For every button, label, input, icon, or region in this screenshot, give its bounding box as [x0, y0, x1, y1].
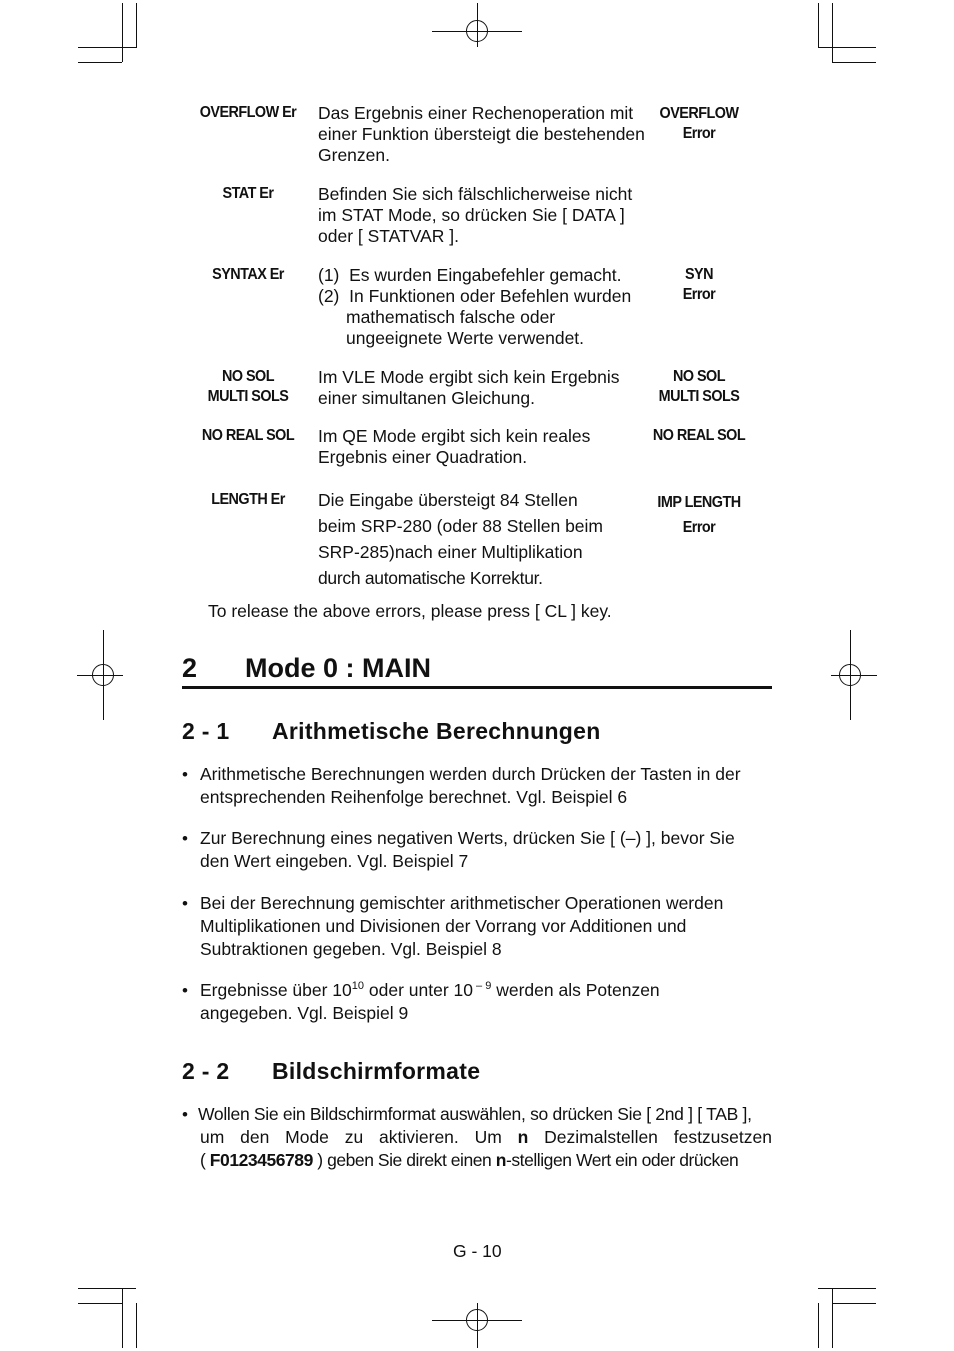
- error-description: [318, 103, 658, 166]
- item-line: Subtraktionen gegeben. Vgl. Beispiel 8: [200, 939, 502, 959]
- subsection-number: 2 - 2: [182, 1058, 230, 1084]
- bold-run: n: [517, 1127, 529, 1147]
- desc-line: einer Funktion übersteigt die bestehenden: [318, 124, 645, 144]
- text-run: werden als Potenzen: [491, 980, 660, 1000]
- error-code: STAT Er: [222, 185, 274, 202]
- error-display: [655, 367, 743, 407]
- item-line: den Wert eingeben. Vgl. Beispiel 7: [200, 851, 469, 871]
- subsection-title: Bildschirmformate: [272, 1058, 481, 1084]
- text-run: um den Mode zu aktivieren. Um: [200, 1127, 518, 1147]
- desc-line: im STAT Mode, so drücken Sie [ DATA ]: [318, 205, 625, 225]
- error-code: SYNTAX Er: [212, 266, 284, 283]
- error-display: [655, 104, 743, 144]
- list-item: [182, 763, 782, 809]
- bullet: •: [182, 981, 188, 1000]
- desc-line: beim SRP-280 (oder 88 Stellen beim: [318, 516, 604, 536]
- display-line: NO SOL: [673, 368, 725, 385]
- list-item: [182, 1103, 772, 1172]
- bold-run: F0123456789: [209, 1150, 313, 1170]
- bold-run: n: [495, 1150, 506, 1170]
- desc-line: Im VLE Mode ergibt sich kein Ergebnis: [318, 367, 620, 387]
- item-line: angegeben. Vgl. Beispiel 9: [200, 1003, 409, 1023]
- display-line: SYN: [684, 266, 713, 283]
- item-line: Multiplikationen und Divisionen der Vorrang vor Additionen und: [200, 916, 687, 936]
- display-line: IMP LENGTH: [657, 494, 741, 511]
- desc-line: SRP-285)nach einer Multiplikation: [318, 542, 583, 562]
- code-line: MULTI SOLS: [207, 388, 289, 405]
- release-note: To release the above errors, please press [ CL ] key.: [208, 601, 612, 621]
- error-display: [646, 426, 752, 446]
- desc-line: einer simultanen Gleichung.: [318, 388, 535, 408]
- subsection-number: 2 - 1: [182, 718, 230, 744]
- error-description: [318, 184, 658, 247]
- desc-line: (2) In Funktionen oder Befehlen wurden: [318, 286, 632, 306]
- text-run: -stelligen Wert ein oder drücken: [506, 1150, 739, 1170]
- section-rule: [182, 686, 772, 689]
- list-item: [182, 827, 782, 873]
- exponent: – 9: [473, 980, 492, 992]
- error-code: OVERFLOW Er: [199, 104, 297, 121]
- desc-line: Im QE Mode ergibt sich kein reales: [318, 426, 591, 446]
- desc-line: Ergebnis einer Quadration.: [318, 447, 528, 467]
- desc-line: Die Eingabe übersteigt 84 Stellen: [318, 490, 578, 510]
- desc-line: oder [ STATVAR ].: [318, 226, 460, 246]
- item-line: [200, 979, 782, 1002]
- list-item: [182, 979, 782, 1025]
- text-run: (: [200, 1150, 210, 1170]
- error-description: [318, 265, 658, 349]
- error-description: [318, 426, 658, 468]
- display-line: Error: [682, 519, 716, 536]
- error-code: LENGTH Er: [211, 491, 285, 508]
- error-code: [194, 367, 302, 407]
- item-line: [200, 1149, 772, 1172]
- display-line: Error: [682, 286, 716, 303]
- display-line: OVERFLOW: [659, 105, 739, 122]
- item-line: entsprechenden Reihenfolge berechnet. Vgl. Beispiel 6: [200, 787, 628, 807]
- code-line: NO SOL: [222, 368, 274, 385]
- bullet: •: [182, 894, 188, 913]
- display-line: MULTI SOLS: [658, 388, 740, 405]
- bullet: •: [182, 1105, 188, 1124]
- section-number: 2: [182, 653, 198, 683]
- bullet: •: [182, 765, 188, 784]
- item-line: Zur Berechnung eines negativen Werts, drücken Sie [ (–) ], bevor Sie: [200, 828, 735, 848]
- item-line: [200, 1126, 772, 1149]
- desc-line: ungeeignete Werte verwendet.: [346, 328, 585, 348]
- display-line: Error: [682, 125, 716, 142]
- error-description: [318, 487, 658, 591]
- section-title: Mode 0 : MAIN: [245, 653, 431, 683]
- text-run: ) geben Sie direkt einen: [312, 1150, 496, 1170]
- bullet: •: [182, 829, 188, 848]
- error-display: [655, 265, 743, 305]
- display-line: NO REAL SOL: [652, 427, 746, 444]
- error-code: NO REAL SOL: [201, 427, 295, 444]
- desc-line: Befinden Sie sich fälschlicherweise nicht: [318, 184, 633, 204]
- desc-line: Grenzen.: [318, 145, 390, 165]
- text-run: Ergebnisse über 10: [200, 980, 352, 1000]
- text-run: oder unter 10: [364, 980, 473, 1000]
- item-line: Bei der Berechnung gemischter arithmetischer Operationen werden: [200, 893, 724, 913]
- text-run: Dezimalstellen festzusetzen: [528, 1127, 772, 1147]
- item-line: Wollen Sie ein Bildschirmformat auswählen, so drücken Sie [ 2nd ] [ TAB ],: [198, 1104, 752, 1124]
- error-description: [318, 367, 658, 409]
- page-number: G - 10: [453, 1241, 502, 1261]
- desc-line: (1) Es wurden Eingabefehler gemacht.: [318, 265, 622, 285]
- desc-line: mathematisch falsche oder: [346, 307, 556, 327]
- desc-line: Das Ergebnis einer Rechenoperation mit: [318, 103, 634, 123]
- list-item: [182, 892, 782, 961]
- item-line: Arithmetische Berechnungen werden durch Drücken der Tasten in der: [200, 764, 741, 784]
- exponent: 10: [351, 980, 365, 992]
- subsection-title: Arithmetische Berechnungen: [272, 718, 601, 744]
- error-display: [646, 490, 752, 540]
- desc-line: durch automatische Korrektur.: [318, 568, 543, 588]
